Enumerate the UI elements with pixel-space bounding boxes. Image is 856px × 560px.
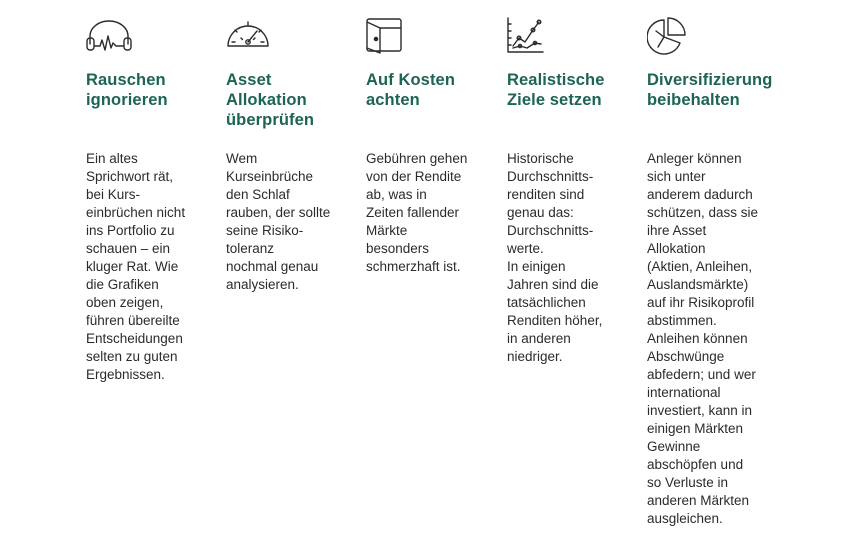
tip-text: Gebühren gehen von der Rendite ab, was in Zeiten fallender Märkte besonders schmerzhaft ist. [366,151,468,274]
tip-text: Wem Kurseinbrüche den Schlaf rauben, der sollte seine Risiko- toleranz nochmal genau analysieren. [226,151,331,292]
tip-title: Rauschen ignorieren [86,71,168,109]
tip-title: Realistische Ziele setzen [507,71,605,109]
pie-chart-icon [647,16,693,56]
tip-text: Anleger können sich unter anderem dadurch schützen, dass sie ihre Asset Allokation (Aktien, Anleihen, Auslandsmärkte) auf ihr Risikoprofil abstimmen. Anleihen können Abschwünge abfedern; und wer international investiert, kann in einigen Märkten Gewinne abschöpfen und so Verluste in anderen Märkten ausgleichen. [647,151,759,526]
speedometer-icon [226,16,272,56]
tip-text: Historische Durchschnitts- renditen sind genau das: Durchschnitts- werte. In einigen Jahren sind die tatsächlichen Renditen höher, in anderen niedriger. [507,151,603,364]
headphones-icon [86,16,132,56]
tip-title: Asset Allokation überprüfen [226,71,315,129]
tip-title: Diversifizierung beibehalten [647,71,773,109]
tip-text: Ein altes Sprichwort rät, bei Kurs- einbrüchen nicht ins Portfolio zu schauen – ein kluger Rat. Wie die Grafiken oben zeigen, führen übereilte Entscheidungen selten zu guten Ergebnissen. [86,151,186,382]
wallet-icon [366,16,412,56]
line-chart-icon [507,16,553,56]
tip-title: Auf Kosten achten [366,71,455,109]
